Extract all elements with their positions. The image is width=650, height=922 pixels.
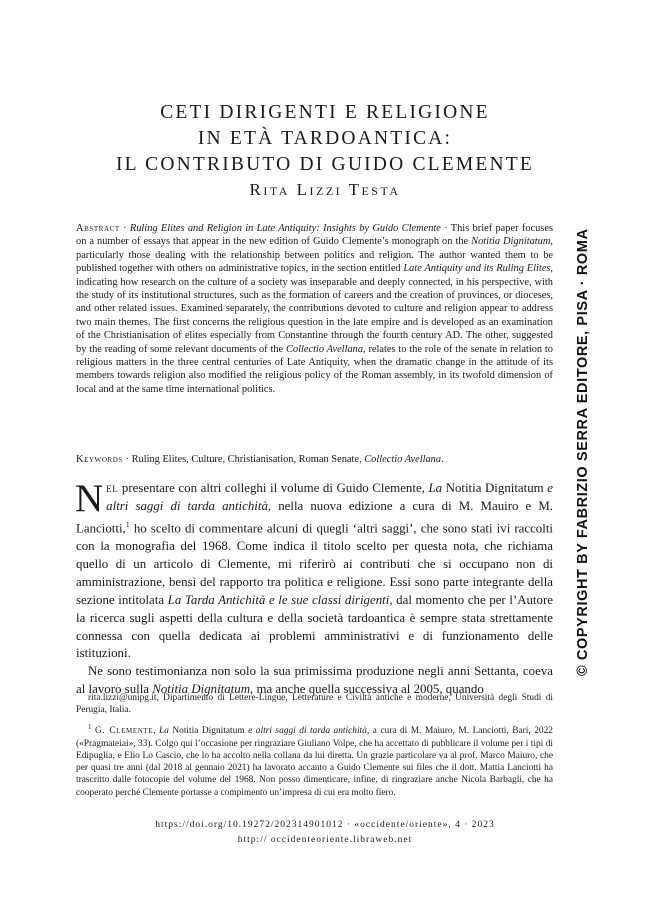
footnote-ref-1[interactable]: 1 bbox=[125, 519, 130, 529]
title-line-3: IL CONTRIBUTO DI GUIDO CLEMENTE bbox=[115, 154, 535, 175]
body-text-run: ho scelto di commentare alcuni di quegli ‘altri saggi’, che sono stati ivi raccolti con la monografia del 1968. Come indica il titolo scelto per questa nota, che richiama quello di un articolo di Clemente, mi riferirò ai contributi che si occupano non di amministrazione, bensì del rapporto tra politica e religione. Essi sono parte integrante della sezione intitolata bbox=[76, 521, 553, 607]
title-line-1: CETI DIRIGENTI E RELIGIONE bbox=[160, 102, 490, 123]
abstract-text-2: , particularly those dealing with the relationship between politics and religion. The author wanted them to be published together with others on administrative topics, in the section entitled bbox=[76, 236, 553, 275]
abstract-italic-1: Notitia Dignitatum bbox=[471, 236, 551, 248]
copyright-notice: © COPYRIGHT BY FABRIZIO SERRA EDITORE, PISA · ROMA bbox=[575, 228, 591, 676]
keywords-text-1: · Ruling Elites, Culture, Christianisation, Roman Senate, bbox=[122, 454, 365, 465]
abstract-text-4: , relates to the role of the senate in relation to religious matters in the three central centuries of Late Antiquity, when the dramatic change in the attitude of its members towards religion also modified the religious policy of the Roman assembly, in its twofold dimension of local and at the same time international politics. bbox=[76, 343, 554, 395]
abstract-italic-3: Collectio Avellana bbox=[285, 343, 364, 355]
abstract-italic-2: Late Antiquity and its Ruling Elites bbox=[403, 263, 551, 275]
footnote-text-run: , bbox=[153, 726, 159, 737]
keywords-italic: Collectio Avellana bbox=[364, 454, 442, 465]
abstract-label: Abstract bbox=[76, 223, 120, 234]
page-footer bbox=[0, 818, 650, 848]
body-italic-run: La Tarda Antichità e le sue classi dirigenti bbox=[167, 592, 390, 607]
author-name: Rita Lizzi Testa bbox=[249, 180, 401, 199]
body-text-run: Ne sono testimonianza non solo la sua primissima produzione negli anni Settanta, coeva al lavoro sulla bbox=[76, 664, 553, 697]
footnote-text-run: , a cura di M. Maiuro, M. Lanciotti, Bari, 2022 («Pragmateiai», 33). Colgo qui l’occasione per ringraziare Giuliano Volpe, che ha accettato di pubblicare il volume per i tipi di Edipuglia, e Elio Lo Cascio, che lo ha accolto nella collana da lui diretta. Un grazie particolare va al prof. Marco Maiuro, che per quasi tre anni (dal 2018 al gennaio 2021) ha lavorato accanto a Guido Clemente sui files che il dott. Mattia Lanciotti ha trascritto dalle fotocopie del volume del 1968. Non posso dimenticare, infine, di ringraziare anche Nicola Barbagli, che ha cooperato perché Clemente portasse a compimento un’impresa di cui era molto fiero. bbox=[76, 726, 553, 798]
body-italic-run: e altri saggi di tarda antichità bbox=[106, 481, 553, 513]
footnote-italic-run: e altri saggi di tarda antichità bbox=[248, 726, 367, 737]
footnotes bbox=[76, 692, 553, 799]
body-text-run: , dal momento che per l’Autore la ricerca sugli aspetti della cultura e della società tardoantica è sempre stata strettamente connessa con quella dedicata ai problemi amministrativi e di funzionamento delle istituzioni. bbox=[76, 592, 553, 661]
affiliation-note: rita.lizzi@unipg.it, Dipartimento di Lettere-Lingue, Letterature e Civiltà antiche e moderne, Università degli Studi di Perugia, Italia. bbox=[76, 693, 553, 716]
footnote-author: G. Clemente bbox=[95, 726, 154, 737]
footnote-text-run: Notitia Dignitatum bbox=[168, 726, 249, 737]
body-text-run: , nella nuova edizione a cura di M. Mauiro e M. Lanciotti, bbox=[76, 498, 554, 536]
abstract-title: Ruling Elites and Religion in Late Antiquity: Insights by Guido Clemente bbox=[129, 223, 441, 234]
body-paragraph-1 bbox=[75, 477, 554, 663]
abstract-separator: · bbox=[119, 223, 130, 234]
title-line-2: IN ETÀ TARDOANTICA: bbox=[197, 128, 453, 149]
body-text-run: Notitia Dignitatum bbox=[442, 481, 548, 495]
footnote-1-number: 1 bbox=[88, 723, 92, 732]
abstract bbox=[76, 222, 553, 396]
abstract-text-1: · This brief paper focuses on a number of essays that appear in the new edition of Guido Clemente’s monograph on the bbox=[76, 223, 553, 248]
footnote-1 bbox=[76, 721, 553, 798]
opening-small-caps: el bbox=[106, 481, 119, 495]
journal-url[interactable]: http:// occidenteoriente.libraweb.net bbox=[237, 835, 413, 845]
body-text-run: , ma anche quella successiva al 2005, quando bbox=[250, 682, 484, 697]
body-text bbox=[75, 477, 554, 699]
keywords-text-2: . bbox=[441, 454, 444, 465]
keywords bbox=[76, 453, 553, 466]
drop-cap: N bbox=[75, 477, 104, 520]
footnote-italic-run: La bbox=[158, 726, 169, 737]
article-title bbox=[0, 100, 650, 178]
abstract-text-3: , indicating how research on the culture of a society was inseparable and deeply connected, in his perspective, with the study of its institutional structures, such as the formation of careers and the creation of provinces, or dioceses, and other related issues. Examined separately, the contributions devoted to culture and religion appear to address two main themes. The first concerns the religious question in the late empire and is developed as an examination of the Christianisation of elites especially from Constantine through the fourth century AD. The other, suggested by the reading of some relevant documents of the bbox=[76, 263, 553, 355]
doi-link[interactable]: https://doi.org/10.19272/202314901012 · «occidente/oriente», 4 · 2023 bbox=[155, 820, 495, 830]
body-text-run: presentare con altri colleghi il volume di Guido Clemente, bbox=[118, 481, 429, 495]
body-italic-run: Notitia Dignitatum bbox=[152, 682, 251, 697]
keywords-label: Keywords bbox=[76, 454, 123, 465]
body-italic-run: La bbox=[428, 481, 443, 495]
